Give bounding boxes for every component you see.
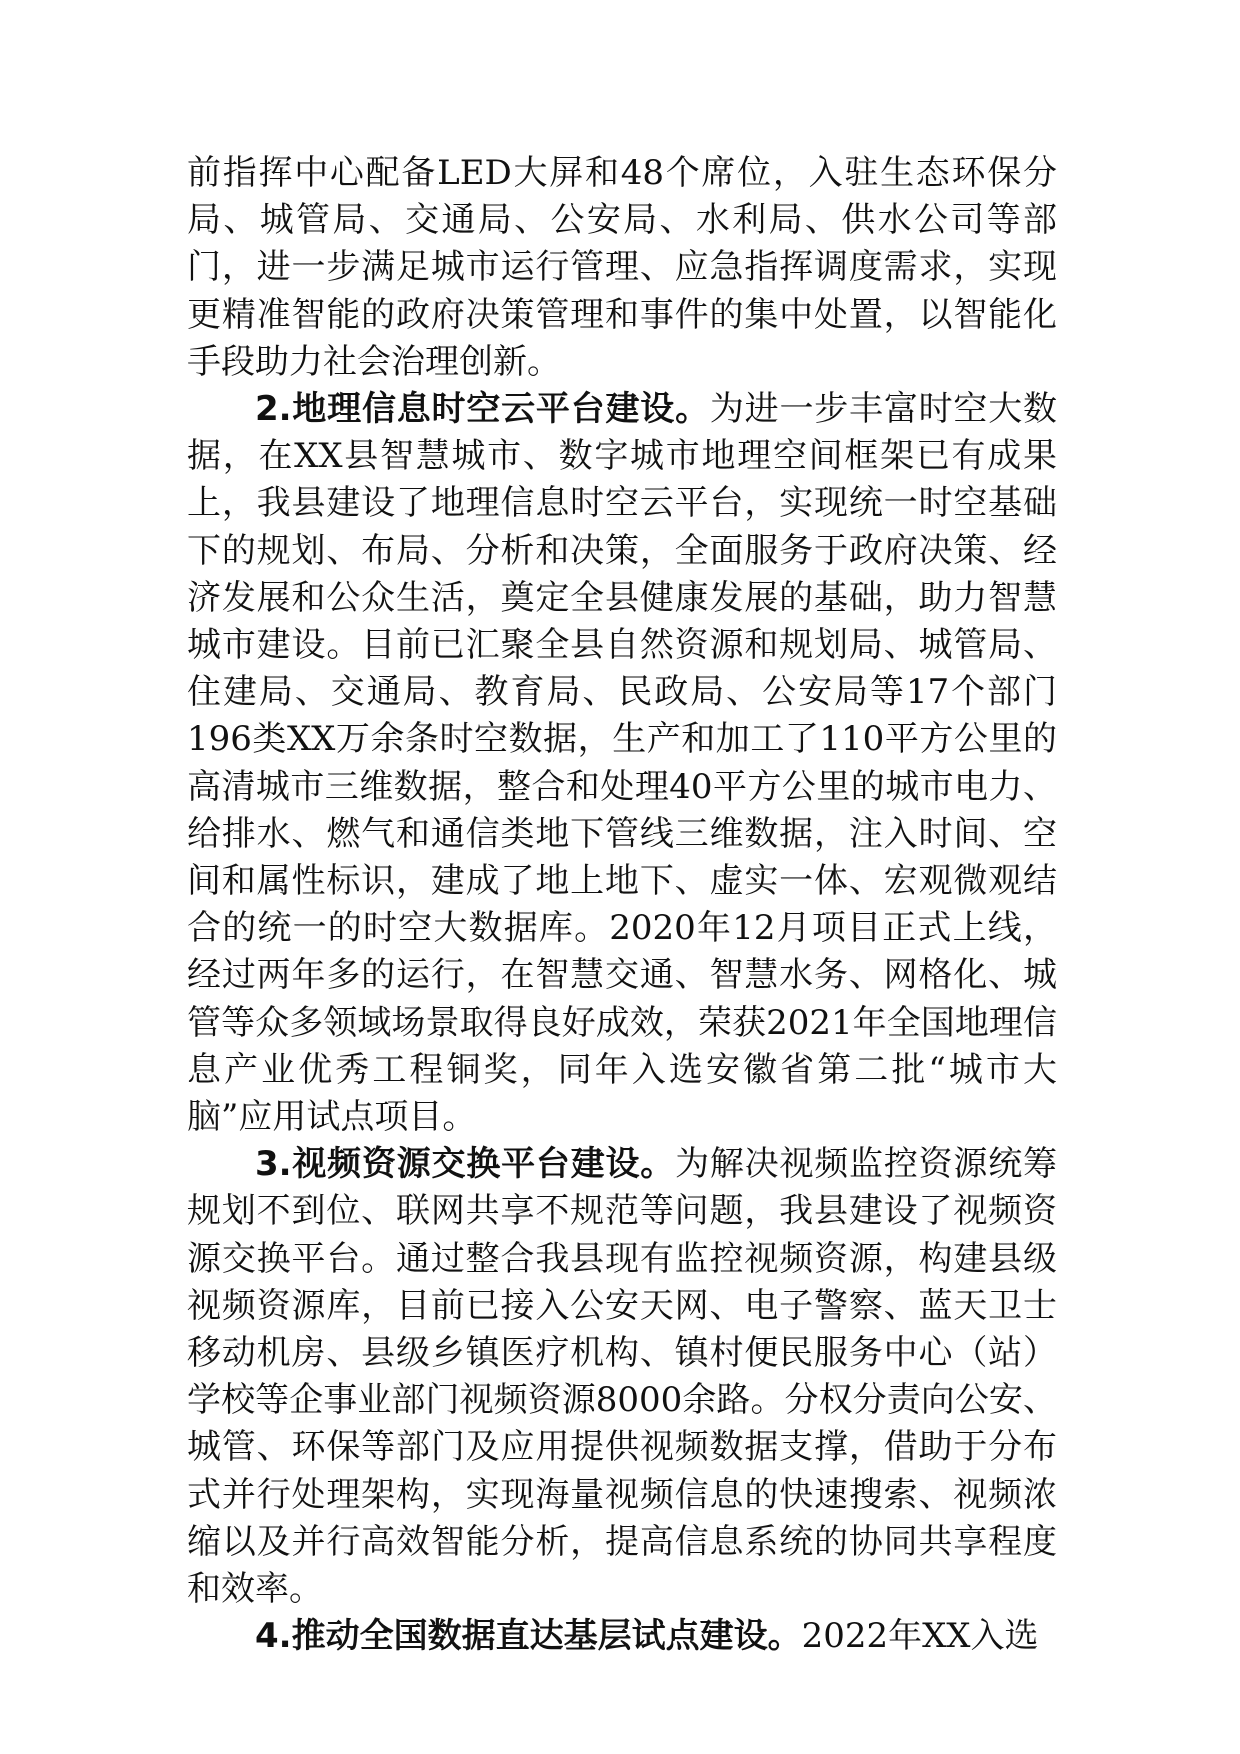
section-heading-data-pilot: 4.推动全国数据直达基层试点建设。 — [255, 1616, 802, 1657]
paragraph-text: 为解决视频监控资源统筹规划不到位、联网共享不规范等问题，我县建设了视频资源交换平台。通过整合我县现有监控视频资源，构建县级视频资源库，目前已接入公安天网、电子警察、蓝天卫士移动机房、县级乡镇医疗机构、镇村便民服务中心（站）学校等企事业部门视频资源8000余路。分权分责向公安、城管、环保等部门及应用提供视频数据支撑，借助于分布式并行处理架构，实现海量视频信息的快速搜索、视频浓缩以及并行高效智能分析，提高信息系统的协同共享程度和效率。 — [187, 1144, 1057, 1610]
paragraph-text: 前指挥中心配备LED大屏和48个席位，入驻生态环保分局、城管局、交通局、公安局、水利局、供水公司等部门，进一步满足城市运行管理、应急指挥调度需求，实现更精准智能的政府决策管理和事件的集中处置，以智能化手段助力社会治理创新。 — [187, 153, 1057, 382]
paragraph-command-center — [187, 150, 1057, 386]
section-heading-geo-platform: 2.地理信息时空云平台建设。 — [255, 389, 710, 430]
paragraph-video-platform — [187, 1141, 1057, 1613]
paragraph-text: 为进一步丰富时空大数据，在XX县智慧城市、数字城市地理空间框架已有成果上，我县建设了地理信息时空云平台，实现统一时空基础下的规划、布局、分析和决策，全面服务于政府决策、经济发展和公众生活，奠定全县健康发展的基础，助力智慧城市建设。目前已汇聚全县自然资源和规划局、城管局、住建局、交通局、教育局、民政局、公安局等17个部门196类XX万余条时空数据，生产和加工了110平方公里的高清城市三维数据，整合和处理40平方公里的城市电力、给排水、燃气和通信类地下管线三维数据，注入时间、空间和属性标识，建成了地上地下、虚实一体、宏观微观结合的统一的时空大数据库。2020年12月项目正式上线，经过两年多的运行，在智慧交通、智慧水务、网格化、城管等众多领域场景取得良好成效，荣获2021年全国地理信息产业优秀工程铜奖，同年入选安徽省第二批“城市大脑”应用试点项目。 — [187, 389, 1058, 1138]
paragraph-data-pilot — [187, 1613, 1057, 1660]
paragraph-geo-platform — [187, 386, 1057, 1141]
paragraph-text: 2022年XX入选 — [801, 1616, 1039, 1657]
document-body — [187, 150, 1057, 1661]
section-heading-video-platform: 3.视频资源交换平台建设。 — [255, 1144, 676, 1185]
